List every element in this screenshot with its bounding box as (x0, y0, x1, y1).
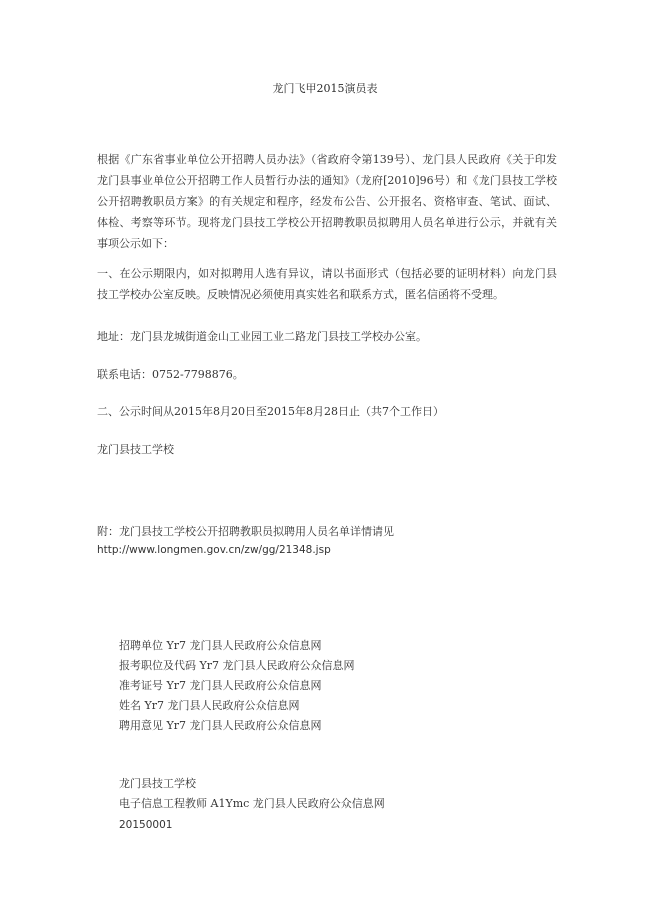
footer-school: 龙门县技工学校 (119, 777, 196, 790)
intro-paragraph: 根据《广东省事业单位公开招聘人员办法》（省政府令第139号）、龙门县人民政府《关于印发龙门县事业单位公开招聘工作人员暂行办法的通知》（龙府[2010]96号）和《龙门县技工学校公开招聘教职员方案》的有关规定和程序，经发布公告、公开报名、资格审查、笔试、面试、体检、考察等环节。现将龙门县技工学校公开招聘教职员拟聘用人员名单进行公示，并就有关事项公示如下： (97, 153, 557, 250)
table-row: 报考职位及代码 Yr7 龙门县人民政府公众信息网 (119, 659, 355, 672)
table-row: 招聘单位 Yr7 龙门县人民政府公众信息网 (119, 639, 322, 652)
attachment-line: 附：龙门县技工学校公开招聘教职员拟聘用人员名单详情请见 (97, 525, 394, 538)
attachment-link[interactable]: http://www.longmen.gov.cn/zw/gg/21348.jsp (97, 544, 331, 556)
document-title: 龙门飞甲2015演员表 (272, 82, 378, 95)
notice-item-2: 二、公示时间从2015年8月20日至2015年8月28日止（共7个工作日） (97, 405, 444, 418)
table-row: 准考证号 Yr7 龙门县人民政府公众信息网 (119, 679, 322, 692)
footer-code: 20150001 (119, 819, 173, 831)
table-row: 姓名 Yr7 龙门县人民政府公众信息网 (119, 699, 300, 712)
table-row: 聘用意见 Yr7 龙门县人民政府公众信息网 (119, 719, 322, 732)
school-signature: 龙门县技工学校 (97, 443, 174, 456)
notice-item-1: 一、在公示期限内，如对拟聘用人选有异议，请以书面形式（包括必要的证明材料）向龙门县技工学校办公室反映。反映情况必须使用真实姓名和联系方式，匿名信函将不受理。 (97, 267, 557, 301)
phone-line: 联系电话：0752-7798876。 (97, 368, 244, 381)
address-line: 地址：龙门县龙城街道金山工业园工业二路龙门县技工学校办公室。 (97, 330, 427, 343)
footer-position: 电子信息工程教师 A1Ymc 龙门县人民政府公众信息网 (119, 797, 385, 810)
